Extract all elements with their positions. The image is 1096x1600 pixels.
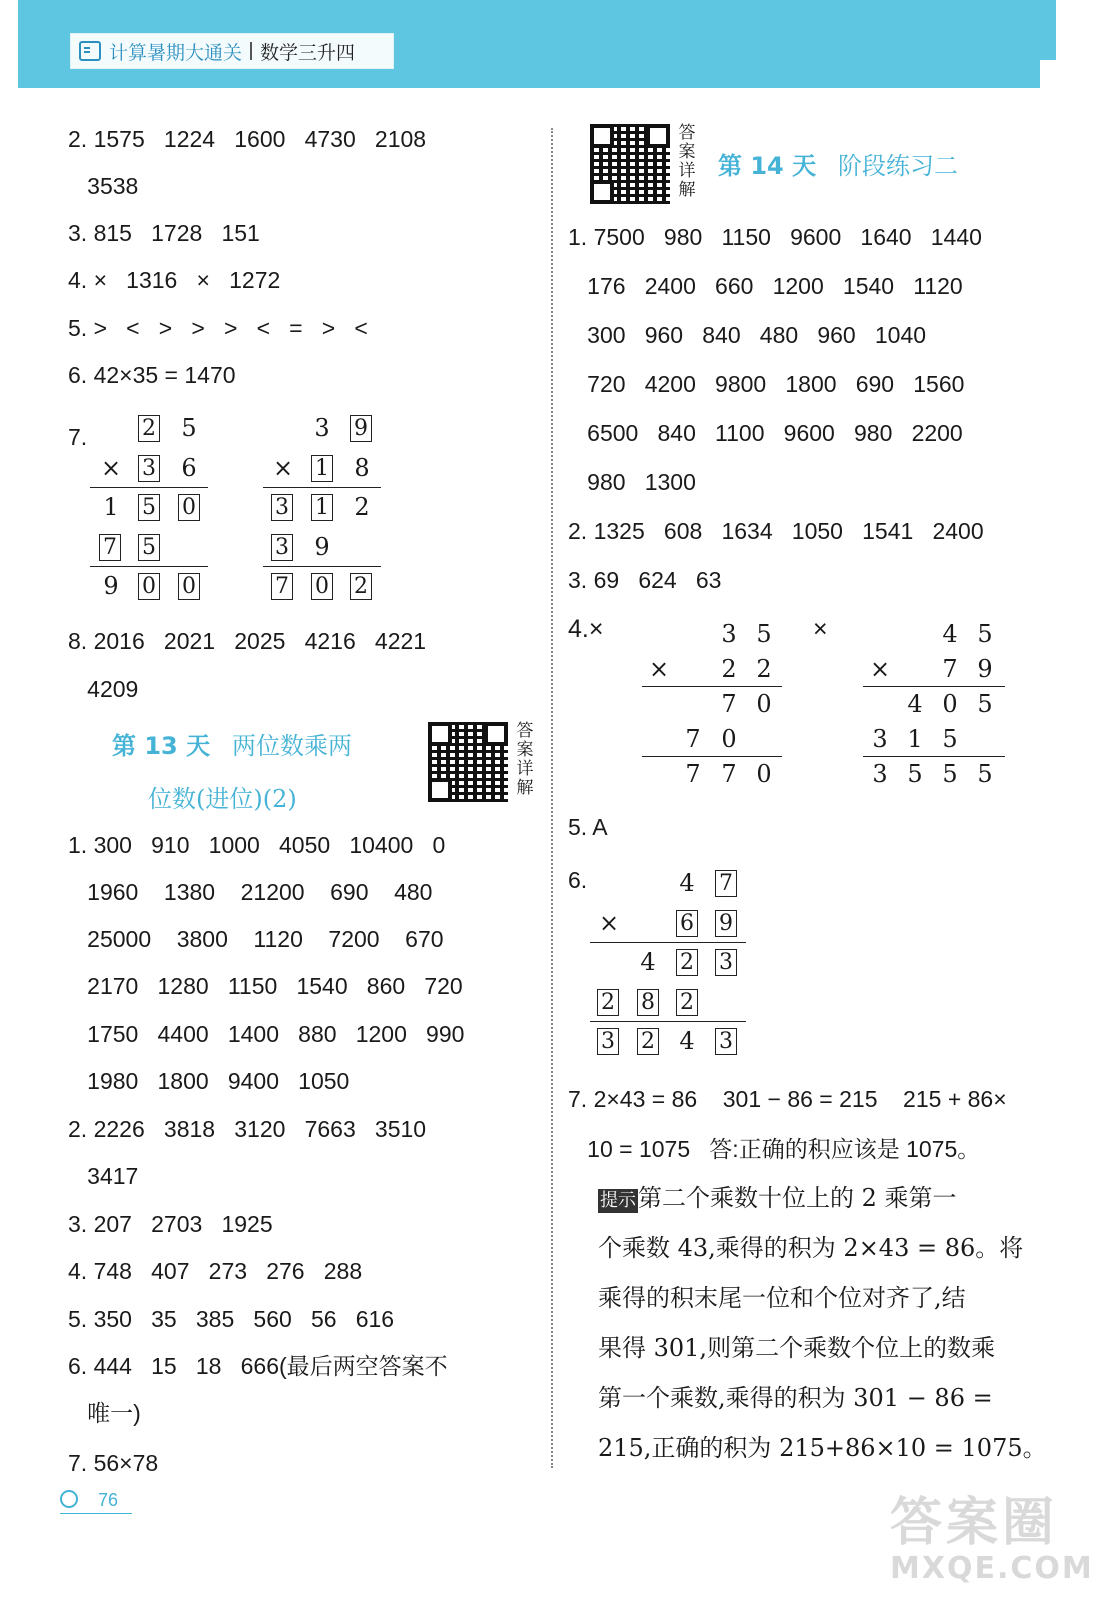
digit: 3 [314, 414, 330, 442]
digit: 0 [721, 725, 737, 753]
header-title-box [70, 33, 394, 69]
left-answer-line: 2. 2226 3818 3120 7663 3510 [68, 1116, 427, 1142]
calc-rule [590, 1021, 746, 1022]
left-answer-line: 3. 815 1728 151 [68, 220, 260, 246]
left-answer-line: 7. 56×78 [68, 1450, 159, 1476]
digit: 7 [721, 690, 737, 718]
left-answer-line: 25000 3800 1120 7200 670 [68, 926, 444, 952]
watermark-url: MXQE.COM [890, 1551, 1094, 1586]
right-answer-line: 7. 2×43 = 86 301 − 86 = 215 215 + 86× [568, 1086, 1007, 1112]
sun-icon [60, 1490, 78, 1508]
tip-line [598, 1183, 957, 1213]
right-answer-line: 5. A [568, 814, 608, 840]
left-answer-line: 1750 4400 1400 880 1200 990 [68, 1021, 465, 1047]
digit-box: 5 [138, 534, 160, 561]
left-answer-line: 2. 1575 1224 1600 4730 2108 [68, 126, 427, 152]
digit: 5 [942, 725, 958, 753]
digit-box: 2 [637, 1028, 659, 1055]
left-answer-line: 1960 1380 21200 690 480 [68, 879, 433, 905]
day14-title-topic: 阶段练习二 [838, 152, 958, 180]
digit: 5 [181, 414, 197, 442]
left-answer-line: 7. [68, 424, 88, 450]
tip-badge: 提示 [600, 1190, 636, 1211]
digit-box: 3 [597, 1028, 619, 1055]
digit-box: 0 [178, 573, 200, 600]
day13-number: 第 13 天 [112, 732, 211, 760]
digit: 7 [685, 725, 701, 753]
digit-box: 2 [676, 949, 698, 976]
digit: 3 [872, 760, 888, 788]
digit: 2 [756, 655, 772, 683]
times-sign: × [648, 655, 670, 683]
left-answer-line: 3538 [68, 173, 139, 199]
calc-rule [590, 942, 746, 943]
day14-title [718, 146, 816, 181]
digit: 0 [942, 690, 958, 718]
digit: 1 [907, 725, 923, 753]
header-subtitle: 数学三升四 [260, 41, 356, 64]
left-answer-line: 6. 444 15 18 666(最后两空答案不 [68, 1353, 448, 1379]
left-answer-line: 4209 [68, 676, 139, 702]
digit: 2 [354, 493, 370, 521]
qr-caption: 答案详解 [678, 123, 696, 200]
digit: 4 [679, 1027, 695, 1055]
digit-box: 3 [271, 494, 293, 521]
right-answer-line: 6500 840 1100 9600 980 2200 [568, 420, 963, 446]
digit: 4 [942, 620, 958, 648]
digit: 0 [756, 690, 772, 718]
right-answer-line: 2. 1325 608 1634 1050 1541 2400 [568, 518, 984, 544]
digit: 9 [103, 572, 119, 600]
digit: 3 [872, 725, 888, 753]
day13-title-topic: 两位数乘两 [232, 732, 352, 760]
digit-box: 6 [676, 910, 698, 937]
right-answer-line: 176 2400 660 1200 1540 1120 [568, 273, 963, 299]
digit-box: 0 [138, 573, 160, 600]
digit: 5 [977, 760, 993, 788]
digit: 7 [721, 760, 737, 788]
left-answer-line: 8. 2016 2021 2025 4216 4221 [68, 628, 427, 654]
digit: 4 [679, 869, 695, 897]
digit: 9 [977, 655, 993, 683]
calc-rule [90, 566, 208, 567]
tip-line: 个乘数 43,乘得的积为 2×43 = 86。将 [598, 1234, 1024, 1262]
digit-box: 0 [178, 494, 200, 521]
day14-number: 第 14 天 [718, 152, 817, 180]
digit: 7 [942, 655, 958, 683]
left-answer-line: 4. × 1316 × 1272 [68, 267, 281, 293]
tip-line: 215,正确的积为 215+86×10 = 1075。 [598, 1434, 1047, 1462]
header-title: 计算暑期大通关 [109, 41, 243, 64]
tip-line: 第一个乘数,乘得的积为 301 − 86 = [598, 1384, 993, 1412]
q4-label: 4.× [568, 615, 604, 643]
times-sign: × [100, 454, 122, 482]
times-sign: × [598, 909, 620, 937]
calc-rule [263, 566, 381, 567]
left-answer-line: 1980 1800 9400 1050 [68, 1068, 350, 1094]
q4-cross: × [813, 615, 828, 643]
left-answer-line: 3417 [68, 1163, 139, 1189]
header-banner-edge [1040, 0, 1056, 60]
watermark-text: 答案圈 [890, 1493, 1059, 1553]
digit-box: 2 [676, 989, 698, 1016]
digit-box: 8 [637, 989, 659, 1016]
header-separator [250, 42, 252, 60]
digit-box: 3 [715, 1028, 737, 1055]
book-icon [79, 41, 101, 61]
tip-line: 乘得的积末尾一位和个位对齐了,结 [598, 1284, 966, 1312]
digit-box: 1 [311, 494, 333, 521]
digit: 5 [977, 690, 993, 718]
right-answer-line: 980 1300 [568, 469, 696, 495]
digit-box: 3 [138, 455, 160, 482]
right-answer-line: 720 4200 9800 1800 690 1560 [568, 371, 965, 397]
q6-label: 6. [568, 867, 588, 893]
digit: 6 [181, 454, 197, 482]
left-answer-line: 3. 207 2703 1925 [68, 1211, 273, 1237]
digit: 9 [314, 533, 330, 561]
digit-box: 2 [597, 989, 619, 1016]
page-number: 76 [98, 1490, 119, 1510]
digit: 5 [756, 620, 772, 648]
page-number-underline [60, 1513, 132, 1514]
digit-box: 7 [271, 573, 293, 600]
digit-box: 3 [715, 949, 737, 976]
qr-code[interactable] [590, 124, 670, 204]
qr-caption: 答案详解 [516, 721, 534, 798]
digit-box: 7 [99, 534, 121, 561]
digit-box: 3 [271, 534, 293, 561]
digit: 8 [354, 454, 370, 482]
right-answer-line: 10 = 1075 答:正确的积应该是 1075。 [568, 1136, 981, 1162]
calc-rule [90, 487, 208, 488]
left-answer-line: 6. 42×35 = 1470 [68, 362, 236, 388]
left-answer-line: 1. 300 910 1000 4050 10400 0 [68, 832, 446, 858]
times-sign: × [869, 655, 891, 683]
tip-text: 第二个乘数十位上的 2 乘第一 [638, 1184, 957, 1212]
digit-box: 5 [138, 494, 160, 521]
right-answer-line: 3. 69 624 63 [568, 567, 722, 593]
column-divider [551, 128, 553, 1468]
times-sign: × [272, 454, 294, 482]
digit-box: 0 [311, 573, 333, 600]
digit-box: 9 [715, 910, 737, 937]
digit: 7 [685, 760, 701, 788]
digit: 1 [103, 493, 119, 521]
digit: 2 [721, 655, 737, 683]
left-answer-line: 5. > < > > > < = > < [68, 315, 368, 341]
left-answer-line: 4. 748 407 273 276 288 [68, 1258, 363, 1284]
digit: 4 [640, 948, 656, 976]
digit-box: 2 [138, 415, 160, 442]
right-answer-line: 300 960 840 480 960 1040 [568, 322, 927, 348]
digit-box: 1 [311, 455, 333, 482]
digit: 5 [907, 760, 923, 788]
digit-box: 7 [715, 870, 737, 897]
qr-code[interactable] [428, 722, 508, 802]
digit: 5 [942, 760, 958, 788]
day13-title-topic-cont: 位数(进位)(2) [148, 785, 297, 813]
watermark [890, 1480, 1094, 1590]
left-answer-line: 唯一) [68, 1400, 141, 1426]
day13-title [112, 726, 210, 761]
left-answer-line: 5. 350 35 385 560 56 616 [68, 1306, 395, 1332]
digit-box: 2 [350, 573, 372, 600]
digit: 5 [977, 620, 993, 648]
calc-rule [263, 487, 381, 488]
digit: 4 [907, 690, 923, 718]
tip-line: 果得 301,则第二个乘数个位上的数乘 [598, 1334, 996, 1362]
left-answer-line: 2170 1280 1150 1540 860 720 [68, 973, 463, 999]
digit-box: 9 [350, 415, 372, 442]
right-answer-line: 1. 7500 980 1150 9600 1640 1440 [568, 224, 982, 250]
digit: 3 [721, 620, 737, 648]
digit: 0 [756, 760, 772, 788]
